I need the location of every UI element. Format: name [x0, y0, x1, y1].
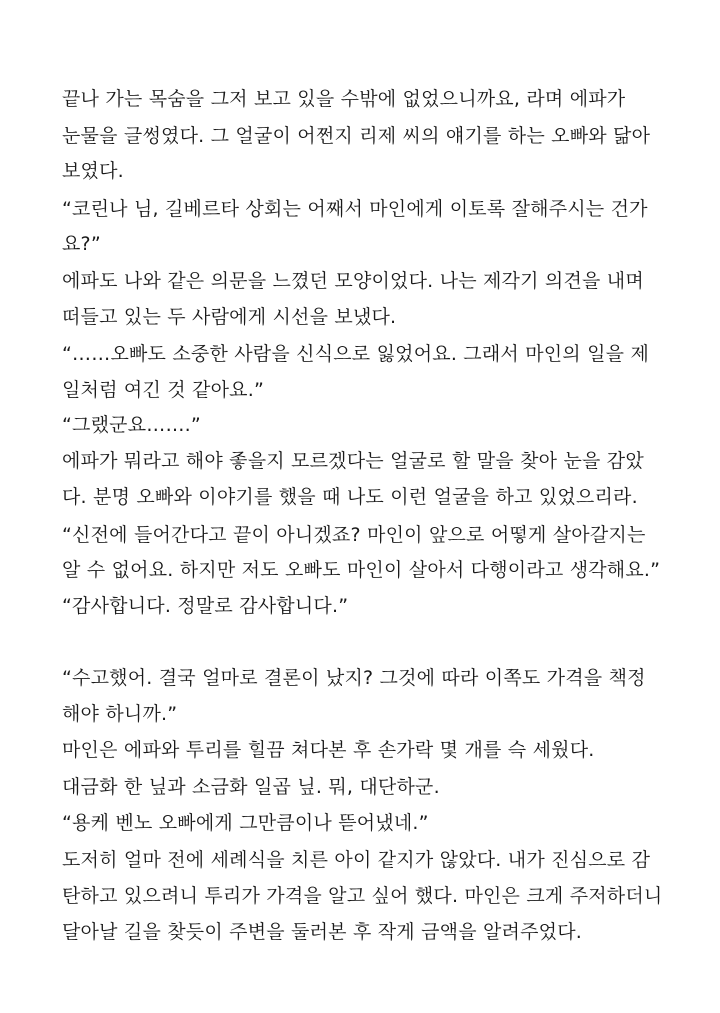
text-line: 대금화 한 닢과 소금화 일곱 닢. 뭐, 대단하군.	[62, 776, 440, 798]
text-line: 도저히 얼마 전에 세례식을 치른 아이 같지가 않았다. 내가 진심으로 감	[62, 849, 651, 871]
text-line: 끝나 가는 목숨을 그저 보고 있을 수밖에 없었으니까요, 라며 에파가	[62, 88, 626, 110]
text-line: “그랬군요…….”	[62, 414, 201, 436]
text-line: 일처럼 여긴 것 같아요.”	[62, 379, 264, 401]
text-line: 달아날 길을 찾듯이 주변을 둘러본 후 작게 금액을 알려주었다.	[62, 921, 583, 943]
text-line: “신전에 들어간다고 끝이 아니겠죠? 마인이 앞으로 어떻게 살아갈지는	[62, 524, 646, 546]
text-line: “수고했어. 결국 얼마로 결론이 났지? 그것에 따라 이쪽도 가격을 책정	[62, 667, 646, 689]
text-line: “코린나 님, 길베르타 상회는 어째서 마인에게 이토록 잘해주시는 건가	[62, 198, 648, 220]
text-line: 에파도 나와 같은 의문을 느꼈던 모양이었다. 나는 제각기 의견을 내며	[62, 270, 644, 292]
text-line: 탄하고 있으려니 투리가 가격을 알고 싶어 했다. 마인은 크게 주저하더니	[62, 885, 663, 907]
text-line: “……오빠도 소중한 사람을 신식으로 잃었어요. 그래서 마인의 일을 제	[62, 343, 650, 365]
text-line: 마인은 에파와 투리를 힐끔 쳐다본 후 손가락 몇 개를 슥 세웠다.	[62, 739, 595, 761]
text-line: 알 수 없어요. 하지만 저도 오빠도 마인이 살아서 다행이라고 생각해요.”	[62, 559, 661, 581]
text-line: 눈물을 글썽였다. 그 얼굴이 어쩐지 리제 씨의 얘기를 하는 오빠와 닮아	[62, 125, 651, 147]
text-line: 떠들고 있는 두 사람에게 시선을 보냈다.	[62, 306, 397, 328]
text-line: 에파가 뭐라고 해야 좋을지 모르겠다는 얼굴로 할 말을 찾아 눈을 감았	[62, 450, 644, 472]
text-line: 해야 하니까.”	[62, 703, 178, 725]
text-line: 다. 분명 오빠와 이야기를 했을 때 나도 이런 얼굴을 하고 있었으리라.	[62, 486, 638, 508]
text-line: “감사합니다. 정말로 감사합니다.”	[62, 595, 349, 617]
text-line: 요?”	[62, 233, 101, 255]
text-line: “용케 벤노 오빠에게 그만큼이나 뜯어냈네.”	[62, 812, 429, 834]
text-line: 보였다.	[62, 160, 124, 182]
